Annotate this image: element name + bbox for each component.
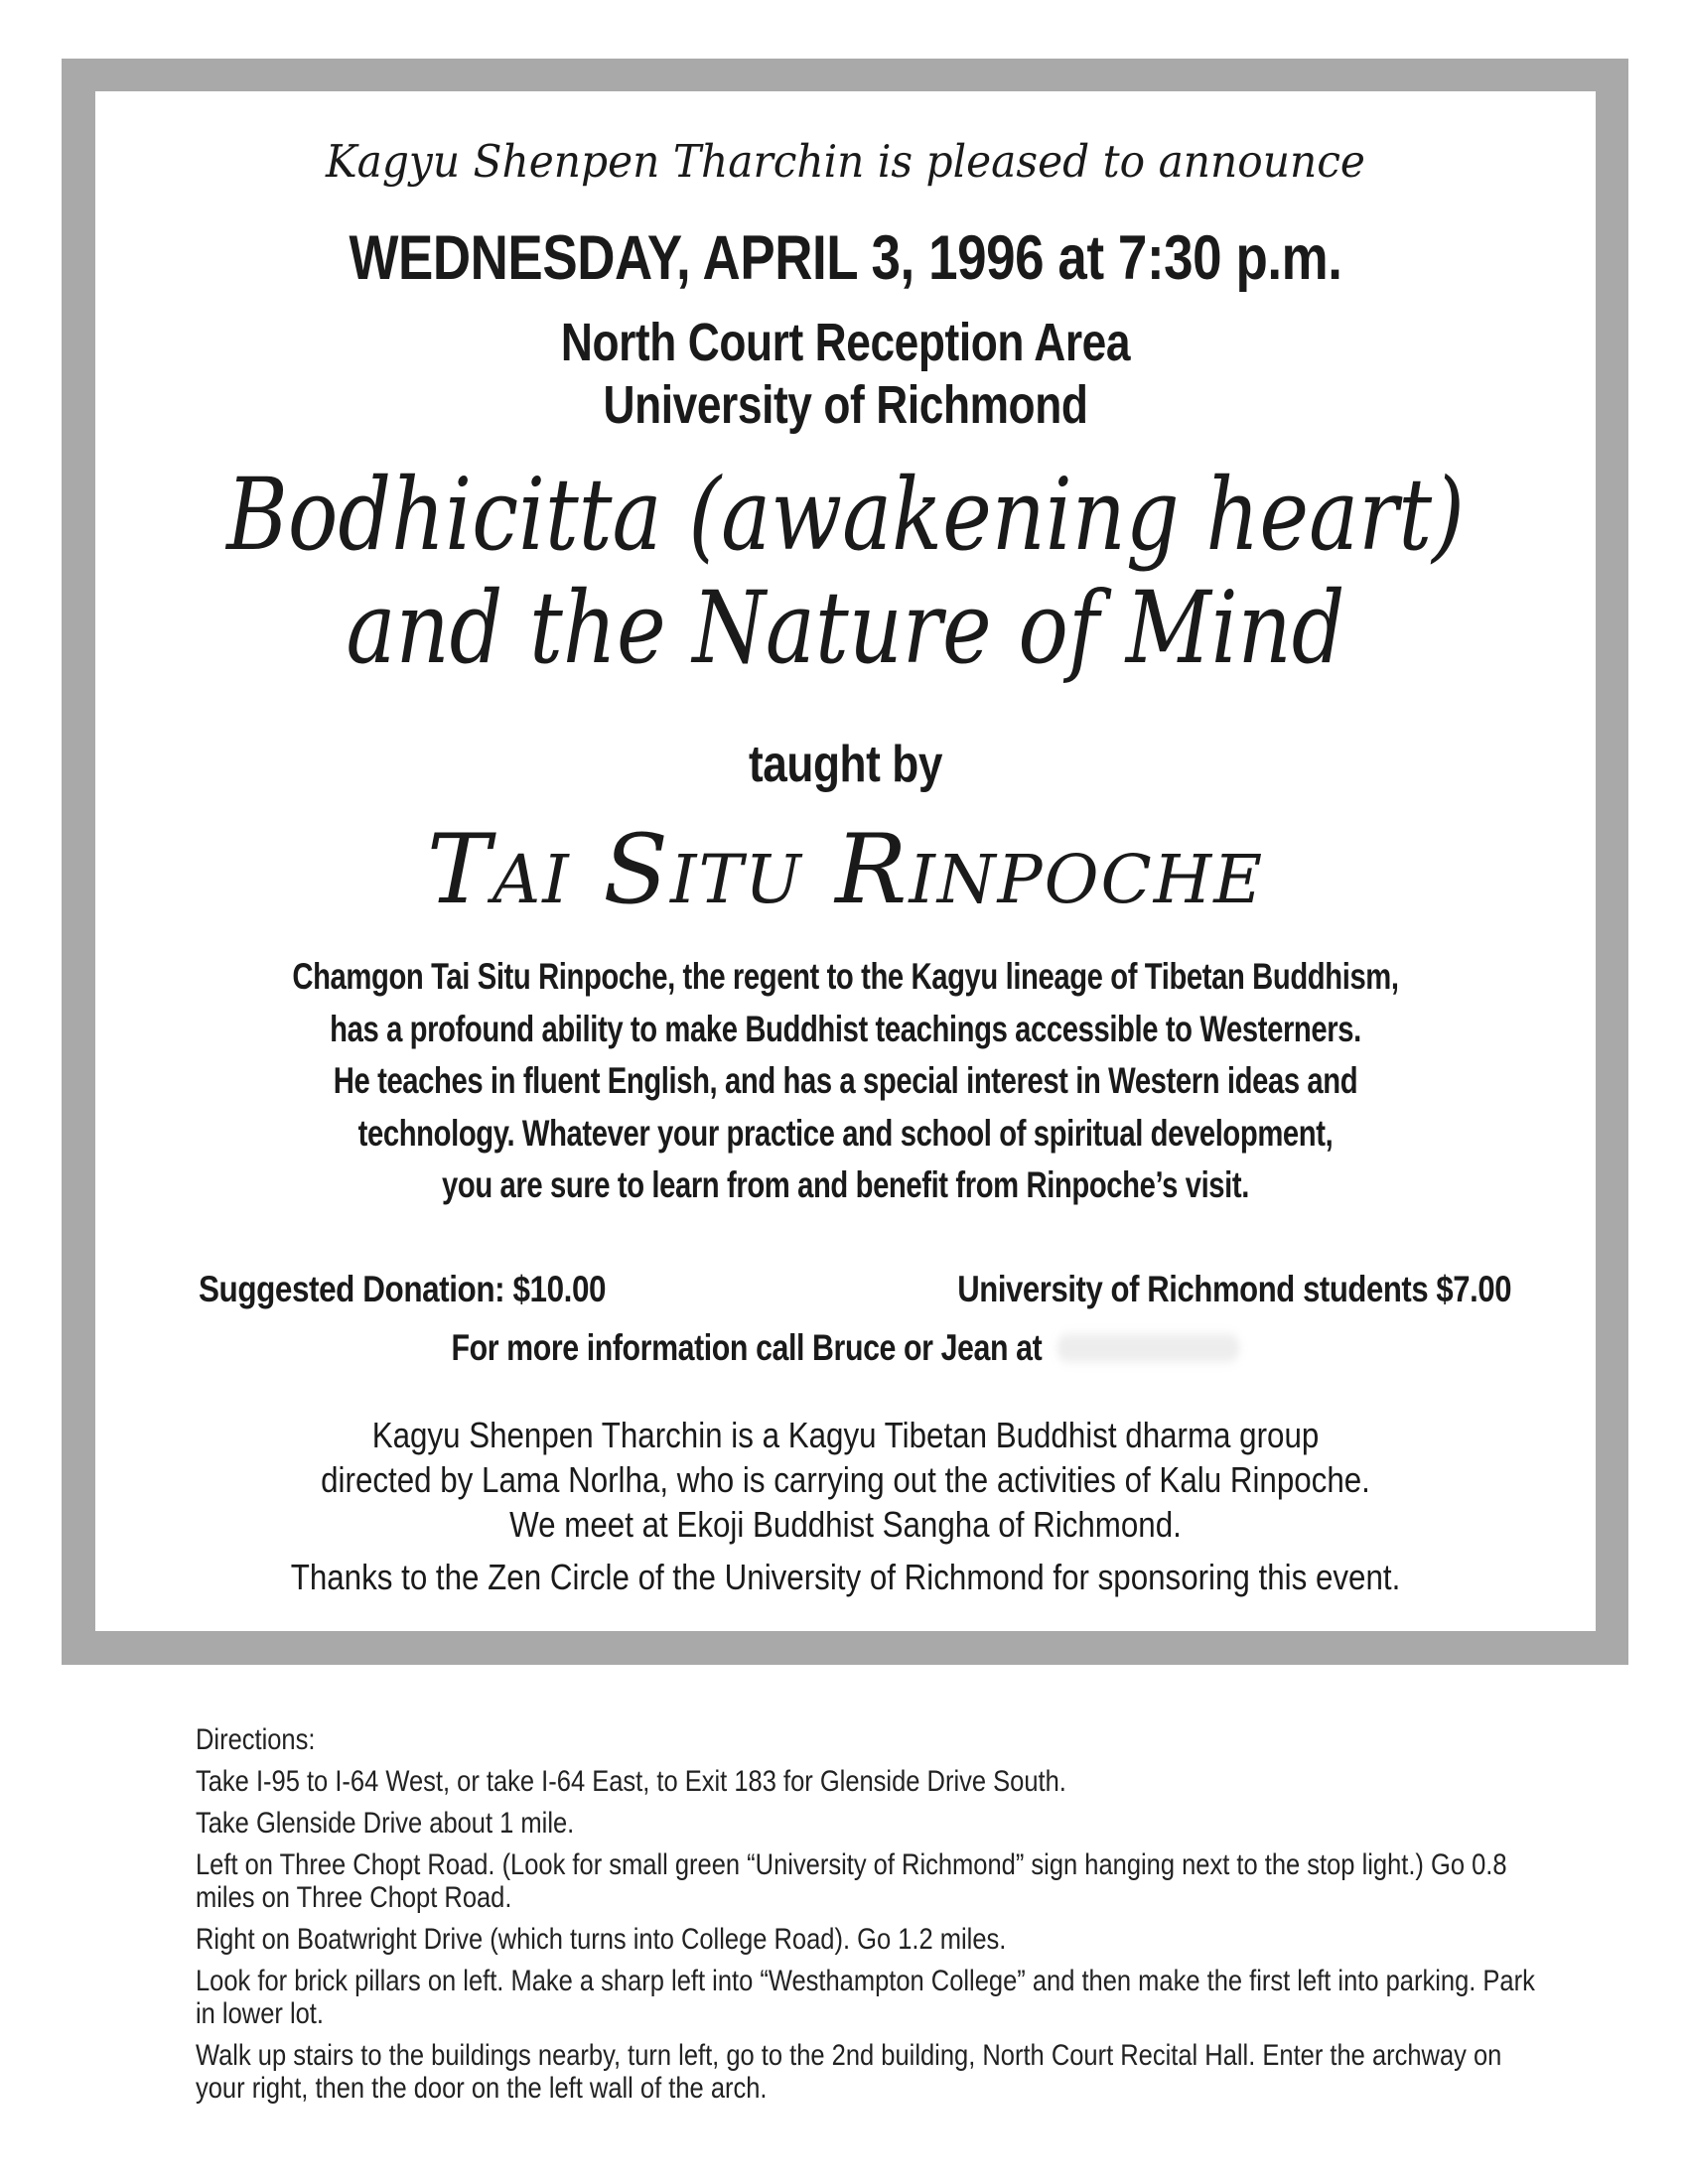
contact-info-text: For more information call Bruce or Jean at bbox=[451, 1327, 1043, 1368]
direction-item: Take Glenside Drive about 1 mile. bbox=[196, 1807, 575, 1840]
suggested-donation: Suggested Donation: $10.00 bbox=[199, 1269, 607, 1309]
contact-info-line bbox=[230, 1327, 1461, 1369]
student-donation: University of Richmond students $7.00 bbox=[957, 1269, 1511, 1309]
about-line: We meet at Ekoji Buddhist Sangha of Richmond. bbox=[509, 1504, 1182, 1545]
about-paragraph bbox=[193, 1413, 1498, 1547]
about-line: directed by Lama Norlha, who is carrying out the activities of Kalu Rinpoche. bbox=[321, 1459, 1370, 1500]
directions-heading: Directions: bbox=[196, 1723, 316, 1756]
venue-line-1: North Court Reception Area bbox=[560, 313, 1131, 372]
direction-item: Take I-95 to I-64 West, or take I-64 East, to Exit 183 for Glenside Drive South. bbox=[196, 1765, 1066, 1798]
description-line: technology. Whatever your practice and school of spiritual development, bbox=[357, 1112, 1334, 1154]
description-line: He teaches in fluent English, and has a special interest in Western ideas and bbox=[333, 1060, 1358, 1101]
event-datetime: WEDNESDAY, APRIL 3, 1996 at 7:30 p.m. bbox=[349, 223, 1342, 293]
direction-item: Right on Boatwright Drive (which turns into College Road). Go 1.2 miles. bbox=[196, 1923, 1007, 1956]
direction-item: Walk up stairs to the buildings nearby, turn left, go to the 2nd building, North Court Recital Hall. Enter the archway on your right, then the door on the left wall of the arch. bbox=[196, 2039, 1502, 2105]
redacted-phone-number bbox=[1056, 1334, 1240, 1362]
announce-line: Kagyu Shenpen Tharchin is pleased to announce bbox=[326, 135, 1365, 188]
taught-by-label: taught by bbox=[748, 736, 943, 793]
flyer-content bbox=[95, 91, 1596, 1631]
directions-section bbox=[196, 1723, 1546, 2114]
about-line: Kagyu Shenpen Tharchin is a Kagyu Tibetan Buddhist dharma group bbox=[371, 1415, 1320, 1455]
venue-line-2: University of Richmond bbox=[603, 375, 1088, 435]
description-line: you are sure to learn from and benefit from Rinpoche’s visit. bbox=[442, 1164, 1249, 1205]
description-line: has a profound ability to make Buddhist teachings accessible to Westerners. bbox=[330, 1008, 1361, 1049]
flyer-frame bbox=[62, 59, 1628, 1665]
description-line: Chamgon Tai Situ Rinpoche, the regent to the Kagyu lineage of Tibetan Buddhism, bbox=[292, 956, 1399, 997]
description-paragraph bbox=[253, 951, 1439, 1212]
direction-item: Left on Three Chopt Road. (Look for small green “University of Richmond” sign hanging next to the stop light.) Go 0.8 miles on Three Chopt Road. bbox=[196, 1848, 1507, 1914]
teacher-name: Tai Situ Rinpoche bbox=[426, 814, 1265, 925]
event-title-line-1: Bodhicitta (awakening heart) bbox=[226, 457, 1465, 573]
event-title-line-2: and the Nature of Mind bbox=[346, 570, 1345, 686]
thanks-line: Thanks to the Zen Circle of the University of Richmond for sponsoring this event. bbox=[290, 1557, 1401, 1597]
direction-item: Look for brick pillars on left. Make a sharp left into “Westhampton College” and then make the first left into parking. Park in lower lot. bbox=[196, 1965, 1535, 2030]
